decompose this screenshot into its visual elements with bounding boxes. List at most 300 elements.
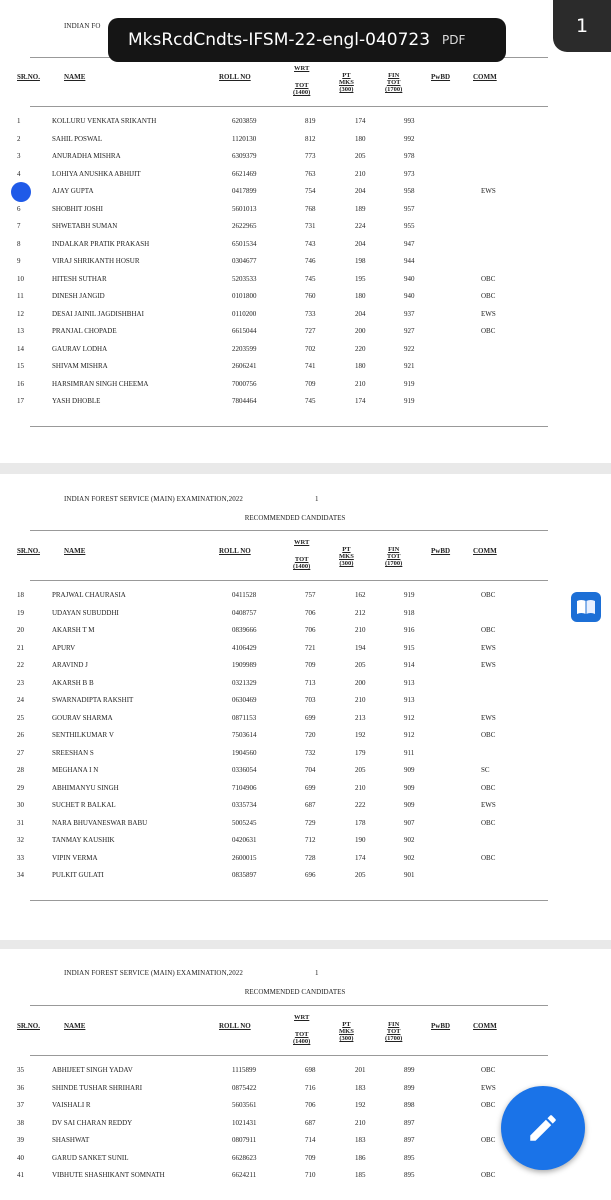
table-row	[0, 644, 611, 661]
roll-no: 0871153	[232, 713, 257, 722]
pt-marks: 195	[355, 274, 366, 283]
community: OBC	[481, 783, 496, 792]
table-row	[0, 591, 611, 608]
candidate-name: VIBHUTE SHASHIKANT SOMNATH	[52, 1171, 165, 1179]
sr-no: 29	[17, 783, 24, 792]
table-row	[0, 1171, 611, 1188]
col-header-fin	[385, 72, 402, 93]
pt-marks: 210	[355, 696, 366, 704]
table-row	[0, 819, 611, 836]
col-header-part: TOT	[294, 1031, 309, 1038]
written-total: 699	[305, 783, 316, 792]
candidate-name: MEGHANA I N	[52, 766, 99, 774]
final-total: 909	[404, 783, 415, 792]
page-header: INDIAN FOREST SERVICE (MAIN) EXAMINATION,2022	[64, 495, 243, 503]
candidate-name: PRAJWAL CHAURASIA	[52, 591, 126, 599]
pt-marks: 222	[355, 801, 366, 809]
sr-no: 20	[17, 626, 24, 634]
final-total: 919	[404, 591, 415, 599]
pt-marks: 178	[355, 818, 366, 827]
page-header: INDIAN FOREST SERVICE (MAIN) EXAMINATION,2022	[64, 969, 243, 977]
candidate-name: SHASHWAT	[52, 1136, 90, 1144]
pt-marks: 174	[355, 853, 366, 862]
candidate-name: SHOBHIT JOSHI	[52, 204, 104, 213]
community: OBC	[481, 818, 496, 827]
table-row	[0, 170, 611, 187]
table-row	[0, 135, 611, 152]
sr-no: 40	[17, 1153, 24, 1162]
candidate-name: ABHIJEET SINGH YADAV	[52, 1066, 133, 1074]
final-total: 947	[404, 239, 415, 248]
pt-marks: 220	[355, 344, 366, 353]
pt-marks: 192	[355, 1101, 366, 1109]
final-total: 909	[404, 801, 415, 809]
sr-no: 26	[17, 731, 24, 739]
col-header-pwbd: PwBD	[431, 73, 451, 81]
table-row	[0, 679, 611, 696]
final-total: 937	[404, 309, 415, 318]
sr-no: 22	[17, 661, 24, 669]
pt-marks: 224	[355, 222, 366, 230]
table-row	[0, 205, 611, 222]
col-header-part: TOT	[294, 556, 309, 563]
community: EWS	[481, 713, 496, 722]
final-total: 940	[404, 274, 415, 283]
community: OBC	[481, 626, 496, 634]
final-total: 957	[404, 204, 415, 213]
written-total: 745	[305, 274, 316, 283]
final-total: 918	[404, 608, 415, 617]
col-header-part: FIN	[388, 72, 400, 79]
candidate-name: VAISHALI R	[52, 1101, 91, 1109]
reading-mode-button[interactable]	[571, 592, 601, 622]
community: OBC	[481, 853, 496, 862]
book-icon	[576, 599, 596, 615]
written-total: 696	[305, 871, 316, 879]
pt-marks: 205	[355, 661, 366, 669]
candidate-name: DINESH JANGID	[52, 292, 105, 300]
written-total: 709	[305, 379, 316, 388]
col-header-name: NAME	[64, 73, 86, 81]
candidate-name: VIRAJ SHRIKANTH HOSUR	[52, 257, 140, 265]
table-row	[0, 696, 611, 713]
roll-no: 0411528	[232, 591, 257, 599]
pt-marks: 174	[355, 117, 366, 125]
pt-marks: 212	[355, 608, 366, 617]
candidate-name: INDALKAR PRATIK PRAKASH	[52, 239, 150, 248]
candidate-name: YASH DHOBLE	[52, 397, 101, 405]
page-indicator: 1	[553, 0, 611, 52]
pt-marks: 179	[355, 748, 366, 757]
page-subheader: RECOMMENDED CANDIDATES	[244, 514, 346, 522]
pt-marks: 186	[355, 1153, 366, 1162]
written-total: 757	[305, 591, 316, 599]
table-row	[0, 152, 611, 169]
final-total: 915	[404, 643, 415, 652]
roll-no: 7104906	[232, 783, 257, 792]
table-row	[0, 749, 611, 766]
roll-no: 1021431	[232, 1118, 257, 1127]
candidate-name: UDAYAN SUBUDDHI	[52, 608, 119, 617]
table-row	[0, 626, 611, 643]
candidate-name: SENTHILKUMAR V	[52, 731, 114, 739]
final-total: 913	[404, 678, 415, 687]
written-total: 721	[305, 643, 316, 652]
col-header-part: FIN	[388, 546, 400, 553]
candidate-name: AJAY GUPTA	[52, 187, 94, 195]
col-header-pt	[339, 1021, 354, 1042]
final-total: 909	[404, 766, 415, 774]
col-header-sr: SR.NO.	[17, 73, 40, 81]
table-row	[0, 609, 611, 626]
final-total: 897	[404, 1118, 415, 1127]
table-row	[0, 661, 611, 678]
col-header-wrt	[293, 539, 310, 570]
table-row	[0, 784, 611, 801]
col-header-part: TOT	[294, 82, 309, 89]
final-total: 898	[404, 1101, 415, 1109]
sr-no: 7	[17, 222, 21, 230]
candidate-name: SAHIL POSWAL	[52, 134, 103, 143]
final-total: 914	[404, 661, 415, 669]
pt-marks: 204	[355, 239, 366, 248]
sr-no: 15	[17, 362, 24, 370]
pt-marks: 194	[355, 643, 366, 652]
candidate-name: GAURAV LODHA	[52, 344, 108, 353]
pt-marks: 204	[355, 187, 366, 195]
sr-no: 14	[17, 344, 24, 353]
written-total: 713	[305, 678, 316, 687]
col-header-wrt	[293, 65, 310, 96]
table-row	[0, 362, 611, 379]
col-header-part: MKS	[339, 1028, 354, 1035]
written-total: 729	[305, 818, 316, 827]
written-total: 687	[305, 1118, 316, 1127]
pt-marks: 183	[355, 1136, 366, 1144]
candidate-name: SWARNADIPTA RAKSHIT	[52, 696, 134, 704]
pt-marks: 180	[355, 362, 366, 370]
community: OBC	[481, 591, 496, 599]
pt-marks: 205	[355, 152, 366, 160]
pt-marks: 190	[355, 836, 366, 844]
candidate-name: NARA BHUVANESWAR BABU	[52, 818, 148, 827]
pt-marks: 201	[355, 1066, 366, 1074]
table-row	[0, 187, 611, 204]
sr-no: 36	[17, 1083, 24, 1092]
pt-marks: 204	[355, 309, 366, 318]
col-header-part: (300)	[339, 86, 354, 93]
community: OBC	[481, 731, 496, 739]
roll-no: 0304677	[232, 257, 257, 265]
table-row	[0, 222, 611, 239]
roll-no: 6624211	[232, 1171, 257, 1179]
sr-no: 10	[17, 274, 24, 283]
page-header: INDIAN FO	[64, 22, 101, 30]
col-header-part: PT	[342, 1021, 351, 1028]
sr-no: 34	[17, 871, 24, 879]
roll-no: 1909989	[232, 661, 257, 669]
col-header-comm: COMM	[473, 1022, 497, 1030]
page-number: 1	[315, 495, 319, 503]
community: OBC	[481, 1136, 496, 1144]
written-total: 699	[305, 713, 316, 722]
roll-no: 6203859	[232, 117, 257, 125]
sr-no: 12	[17, 309, 24, 318]
table-row	[0, 731, 611, 748]
final-total: 897	[404, 1136, 415, 1144]
roll-no: 5005245	[232, 818, 257, 827]
roll-no: 0835897	[232, 871, 257, 879]
pt-marks: 183	[355, 1083, 366, 1092]
sr-no: 4	[17, 169, 21, 178]
sr-no: 35	[17, 1066, 24, 1074]
roll-no: 5603561	[232, 1101, 257, 1109]
candidate-name: AKARSH T M	[52, 626, 95, 634]
roll-no: 0336054	[232, 766, 257, 774]
table-row	[0, 327, 611, 344]
table-header	[0, 540, 611, 580]
table-row	[0, 871, 611, 888]
divider	[30, 580, 548, 581]
divider	[30, 1055, 548, 1056]
col-header-part: TOT	[386, 79, 401, 86]
written-total: 768	[305, 204, 316, 213]
community: EWS	[481, 661, 496, 669]
roll-no: 6309379	[232, 152, 257, 160]
written-total: 760	[305, 292, 316, 300]
roll-no: 1120130	[232, 134, 257, 143]
community: OBC	[481, 1101, 496, 1109]
written-total: 812	[305, 134, 316, 143]
pt-marks: 210	[355, 169, 366, 178]
candidate-name: VIPIN VERMA	[52, 853, 98, 862]
roll-no: 0417899	[232, 187, 257, 195]
table-header	[0, 1015, 611, 1055]
written-total: 698	[305, 1066, 316, 1074]
col-header-part: (1400)	[293, 89, 311, 96]
candidate-name: DV SAI CHARAN REDDY	[52, 1118, 133, 1127]
written-total: 703	[305, 696, 316, 704]
written-total: 728	[305, 853, 316, 862]
table-row	[0, 397, 611, 414]
table-row	[0, 345, 611, 362]
col-header-part: WRT	[294, 65, 310, 72]
roll-no: 0408757	[232, 608, 257, 617]
table-row	[0, 310, 611, 327]
sr-no: 32	[17, 836, 24, 844]
divider	[30, 530, 548, 531]
sr-no: 21	[17, 643, 24, 652]
pt-marks: 180	[355, 292, 366, 300]
roll-no: 4106429	[232, 643, 257, 652]
final-total: 992	[404, 134, 415, 143]
final-total: 902	[404, 853, 415, 862]
pdf-page-1	[0, 0, 611, 463]
pt-marks: 210	[355, 783, 366, 792]
pt-marks: 205	[355, 766, 366, 774]
file-type: PDF	[442, 33, 466, 47]
candidate-name: TANMAY KAUSHIK	[52, 836, 115, 844]
table-row	[0, 854, 611, 871]
sr-no: 28	[17, 766, 24, 774]
col-header-fin	[385, 1021, 402, 1042]
candidate-name: KOLLURU VENKATA SRIKANTH	[52, 117, 157, 125]
page-number: 1	[315, 969, 319, 977]
final-total: 978	[404, 152, 415, 160]
col-header-name: NAME	[64, 1022, 86, 1030]
roll-no: 5601013	[232, 204, 257, 213]
pt-marks: 210	[355, 379, 366, 388]
pt-marks: 189	[355, 204, 366, 213]
roll-no: 0420631	[232, 836, 257, 844]
written-total: 706	[305, 1101, 316, 1109]
written-total: 709	[305, 661, 316, 669]
final-total: 919	[404, 379, 415, 388]
col-header-part: (1700)	[385, 560, 403, 567]
table-header	[0, 66, 611, 106]
col-header-part: (1700)	[385, 1035, 403, 1042]
table-row	[0, 766, 611, 783]
sr-no: 11	[17, 292, 24, 300]
community: EWS	[481, 643, 496, 652]
col-header-part: (1400)	[293, 1038, 311, 1045]
candidate-name: GARUD SANKET SUNIL	[52, 1153, 129, 1162]
final-total: 899	[404, 1083, 415, 1092]
roll-no: 0110200	[232, 309, 257, 318]
sr-no: 27	[17, 748, 24, 757]
final-total: 921	[404, 362, 415, 370]
candidate-name: HITESH SUTHAR	[52, 274, 107, 283]
written-total: 706	[305, 626, 316, 634]
candidate-name: LOHIYA ANUSHKA ABHIJIT	[52, 169, 141, 178]
written-total: 819	[305, 117, 316, 125]
col-header-part: MKS	[339, 79, 354, 86]
candidate-name: HARSIMRAN SINGH CHEEMA	[52, 379, 149, 388]
written-total: 733	[305, 309, 316, 318]
written-total: 714	[305, 1136, 316, 1144]
final-total: 927	[404, 327, 415, 335]
candidate-name: GOURAV SHARMA	[52, 713, 113, 722]
sr-no: 24	[17, 696, 24, 704]
roll-no: 2203599	[232, 344, 257, 353]
edit-fab-button[interactable]	[501, 1086, 585, 1170]
roll-no: 0335734	[232, 801, 257, 809]
candidate-name: PRANJAL CHOPADE	[52, 327, 117, 335]
touch-indicator	[11, 182, 31, 202]
written-total: 727	[305, 327, 316, 335]
candidate-name: SUCHET R BALKAL	[52, 801, 116, 809]
col-header-pwbd: PwBD	[431, 547, 451, 555]
community: OBC	[481, 292, 496, 300]
pt-marks: 185	[355, 1171, 366, 1179]
roll-no: 1115899	[232, 1066, 256, 1074]
col-header-wrt	[293, 1014, 310, 1045]
candidate-name: ANURADHA MISHRA	[52, 152, 121, 160]
written-total: 754	[305, 187, 316, 195]
candidate-name: SHIVAM MISHRA	[52, 362, 108, 370]
candidate-name: SREESHAN S	[52, 748, 94, 757]
final-total: 899	[404, 1066, 415, 1074]
page-subheader: RECOMMENDED CANDIDATES	[244, 988, 346, 996]
col-header-roll: ROLL NO	[219, 73, 251, 81]
final-total: 993	[404, 117, 415, 125]
sr-no: 31	[17, 818, 24, 827]
col-header-part: TOT	[386, 1028, 401, 1035]
sr-no: 18	[17, 591, 24, 599]
sr-no: 17	[17, 397, 24, 405]
sr-no: 23	[17, 678, 24, 687]
written-total: 745	[305, 397, 316, 405]
col-header-pt	[339, 546, 354, 567]
table-row	[0, 380, 611, 397]
roll-no: 7000756	[232, 379, 257, 388]
final-total: 922	[404, 344, 415, 353]
roll-no: 6621469	[232, 169, 257, 178]
pt-marks: 200	[355, 678, 366, 687]
roll-no: 7804464	[232, 397, 257, 405]
file-name: MksRcdCndts-IFSM-22-engl-040723	[128, 30, 431, 50]
community: OBC	[481, 274, 496, 283]
sr-no: 33	[17, 853, 24, 862]
pt-marks: 200	[355, 327, 366, 335]
sr-no: 19	[17, 608, 24, 617]
final-total: 940	[404, 292, 415, 300]
final-total: 911	[404, 748, 415, 757]
sr-no: 41	[17, 1171, 24, 1179]
candidate-name: SHWETABH SUMAN	[52, 222, 118, 230]
roll-no: 6628623	[232, 1153, 257, 1162]
sr-no: 13	[17, 327, 24, 335]
roll-no: 2600015	[232, 853, 257, 862]
candidate-name: PULKIT GULATI	[52, 871, 104, 879]
sr-no: 9	[17, 257, 21, 265]
divider	[30, 106, 548, 107]
written-total: 763	[305, 169, 316, 178]
sr-no: 8	[17, 239, 21, 248]
pt-marks: 174	[355, 397, 366, 405]
col-header-part: PT	[342, 72, 351, 79]
table-row	[0, 117, 611, 134]
roll-no: 2606241	[232, 362, 257, 370]
written-total: 709	[305, 1153, 316, 1162]
community: EWS	[481, 187, 496, 195]
written-total: 710	[305, 1171, 316, 1179]
col-header-name: NAME	[64, 547, 86, 555]
roll-no: 6501534	[232, 239, 257, 248]
file-title-bar[interactable]	[108, 18, 506, 62]
written-total: 704	[305, 766, 316, 774]
candidate-name: ABHIMANYU SINGH	[52, 783, 119, 792]
table-row	[0, 292, 611, 309]
table-row	[0, 257, 611, 274]
written-total: 741	[305, 362, 316, 370]
roll-no: 7503614	[232, 731, 257, 739]
roll-no: 5203533	[232, 274, 257, 283]
table-row	[0, 275, 611, 292]
roll-no: 2622965	[232, 222, 257, 230]
pencil-icon	[526, 1111, 560, 1145]
final-total: 895	[404, 1153, 415, 1162]
col-header-part: FIN	[388, 1021, 400, 1028]
final-total: 919	[404, 397, 415, 405]
written-total: 746	[305, 257, 316, 265]
roll-no: 1904560	[232, 748, 257, 757]
candidate-name: DESAI JAINIL JAGDISHBHAI	[52, 309, 144, 318]
pt-marks: 210	[355, 626, 366, 634]
roll-no: 0807911	[232, 1136, 257, 1144]
col-header-sr: SR.NO.	[17, 547, 40, 555]
table-row	[0, 1066, 611, 1083]
